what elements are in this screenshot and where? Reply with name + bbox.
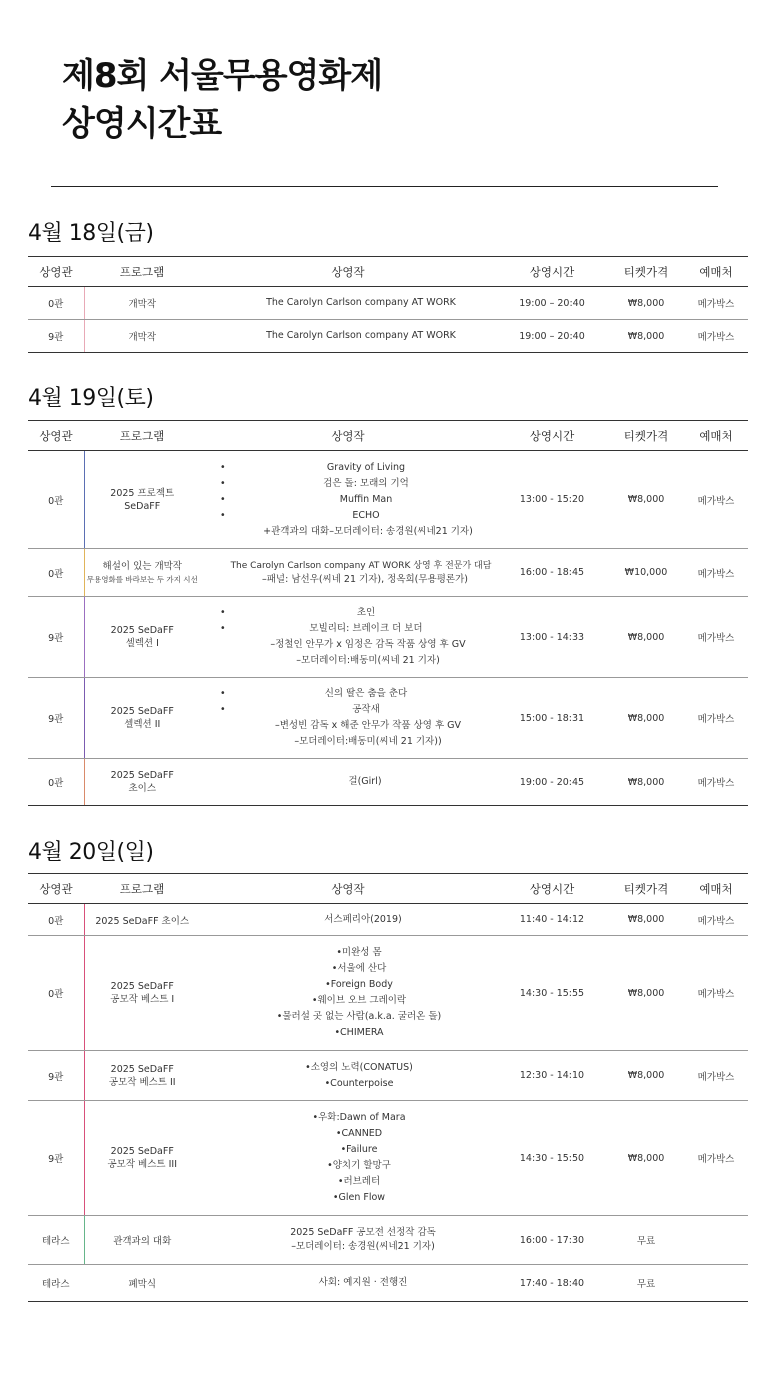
table-row	[28, 451, 748, 549]
hall-cell: 9관	[28, 678, 84, 759]
time-cell: 14:30 - 15:55	[496, 936, 608, 1051]
work-title: The Carolyn Carlson company AT WORK	[266, 297, 456, 308]
program-name: 2025 SeDaFF 셀렉션 I	[110, 625, 174, 649]
work-item: •우화:Dawn of Mara	[312, 1112, 406, 1123]
program-cell	[84, 597, 200, 678]
header-time: 상영시간	[496, 257, 608, 287]
program-cell	[84, 678, 200, 759]
work-item: •Foreign Body	[325, 979, 393, 990]
title-line-1: 제8회 서울무용영화제	[62, 56, 383, 96]
vendor-link[interactable]: 메가박스	[684, 1051, 748, 1101]
time-cell: 12:30 - 14:10	[496, 1051, 608, 1101]
hall-cell: 0관	[28, 287, 84, 320]
work-cell	[200, 1265, 496, 1302]
work-item: • 모빌리티: 브레이크 더 보더	[236, 621, 496, 637]
work-cell	[200, 320, 496, 353]
header-vendor: 예매처	[684, 874, 748, 904]
title-line-2: 상영시간표	[62, 104, 222, 144]
vendor-link[interactable]: 메가박스	[684, 549, 748, 597]
work-cell	[200, 936, 496, 1051]
work-item: •서울에 산다	[331, 963, 387, 974]
time-cell: 13:00 - 15:20	[496, 451, 608, 549]
time-cell: 19:00 – 20:40	[496, 320, 608, 353]
vendor-link[interactable]: 메가박스	[684, 759, 748, 806]
work-note: –모더레이터:배동미(씨네 21 기자)	[296, 655, 440, 666]
vendor-link[interactable]: 메가박스	[684, 287, 748, 320]
price-cell: ₩8,000	[608, 759, 684, 806]
work-item: •양치기 할망구	[327, 1160, 391, 1171]
price-cell: ₩8,000	[608, 1101, 684, 1216]
table-row	[28, 1051, 748, 1101]
work-item: •CANNED	[335, 1128, 383, 1139]
price-cell: ₩8,000	[608, 678, 684, 759]
work-cell	[200, 678, 496, 759]
work-item: • 신의 딸은 춤을 춘다	[236, 686, 496, 702]
header-vendor: 예매처	[684, 257, 748, 287]
header-hall: 상영관	[28, 257, 84, 287]
work-item: •물러설 곳 없는 사람(a.k.a. 굴러온 돌)	[276, 1011, 442, 1022]
work-note: –모더레이터: 송경원(씨네21 기자)	[291, 1241, 435, 1252]
vendor-link[interactable]: 메가박스	[684, 597, 748, 678]
table-row	[28, 549, 748, 597]
vendor-link[interactable]: 메가박스	[684, 936, 748, 1051]
table-header-row	[28, 257, 748, 287]
work-item: •미완성 몸	[336, 947, 382, 958]
header-hall: 상영관	[28, 874, 84, 904]
price-cell: ₩8,000	[608, 904, 684, 936]
price-cell: 무료	[608, 1216, 684, 1265]
vendor-link[interactable]: 메가박스	[684, 1101, 748, 1216]
table-row	[28, 904, 748, 936]
hall-cell: 9관	[28, 1101, 84, 1216]
work-item: •Failure	[340, 1144, 378, 1155]
program-cell	[84, 936, 200, 1051]
program-cell: 관객과의 대화	[84, 1216, 200, 1265]
table-row	[28, 759, 748, 806]
work-title: The Carolyn Carlson company AT WORK 상영 후 전문가 대담	[230, 560, 492, 571]
work-note: –변성빈 감독 x 해준 안무가 작품 상영 후 GV	[274, 720, 462, 731]
header-time: 상영시간	[496, 874, 608, 904]
hall-cell: 9관	[28, 597, 84, 678]
header-work: 상영작	[200, 421, 496, 451]
program-name: 해설이 있는 개막작	[102, 560, 182, 572]
work-item: • Gravity of Living	[236, 460, 496, 476]
day-heading-1: 4월 18일(금)	[28, 221, 154, 246]
work-cell	[200, 451, 496, 549]
program-cell: 2025 SeDaFF 초이스	[84, 904, 200, 936]
day-heading-3: 4월 20일(일)	[28, 840, 154, 865]
price-cell: ₩8,000	[608, 936, 684, 1051]
schedule-table-day-2	[28, 420, 748, 806]
work-item: • 검은 돌: 모래의 기억	[236, 476, 496, 492]
work-cell	[200, 1101, 496, 1216]
work-cell	[200, 759, 496, 806]
price-cell: ₩8,000	[608, 320, 684, 353]
day-heading-2: 4월 19일(토)	[28, 386, 154, 411]
time-cell: 16:00 - 18:45	[496, 549, 608, 597]
program-cell: 개막작	[84, 287, 200, 320]
table-row	[28, 936, 748, 1051]
work-item: •CHIMERA	[334, 1027, 384, 1038]
header-program: 프로그램	[84, 257, 200, 287]
work-item: •소영의 노력(CONATUS)	[305, 1061, 413, 1073]
time-cell: 19:00 – 20:40	[496, 287, 608, 320]
work-item: • 공작새	[236, 702, 496, 718]
header-price: 티켓가격	[608, 257, 684, 287]
time-cell: 16:00 - 17:30	[496, 1216, 608, 1265]
work-item: •웨이브 오브 그레이락	[311, 995, 407, 1006]
program-name: 2025 SeDaFF 공모작 베스트 I	[110, 981, 175, 1005]
program-cell	[84, 549, 200, 597]
work-item: •Glen Flow	[332, 1192, 386, 1203]
hall-cell: 9관	[28, 1051, 84, 1101]
vendor-cell	[684, 1265, 748, 1302]
header-hall: 상영관	[28, 421, 84, 451]
hall-cell: 0관	[28, 759, 84, 806]
work-item: • Muffin Man	[236, 492, 496, 508]
program-cell	[84, 1051, 200, 1101]
table-row	[28, 1101, 748, 1216]
work-note: +관객과의 대화–모더레이터: 송경원(씨네21 기자)	[263, 525, 473, 537]
table-row	[28, 1265, 748, 1302]
program-cell: 폐막식	[84, 1265, 200, 1302]
price-cell: ₩8,000	[608, 597, 684, 678]
header-work: 상영작	[200, 257, 496, 287]
header-program: 프로그램	[84, 421, 200, 451]
work-note: –모더레이터:배동미(씨네 21 기자))	[294, 736, 442, 747]
hall-cell: 테라스	[28, 1216, 84, 1265]
program-name: 2025 SeDaFF 초이스	[110, 770, 174, 794]
time-cell: 19:00 - 20:45	[496, 759, 608, 806]
work-cell	[200, 287, 496, 320]
program-cell	[84, 451, 200, 549]
program-subtitle: 무용영화를 바라보는 두 가지 시선	[86, 574, 198, 584]
header-price: 티켓가격	[608, 874, 684, 904]
price-cell: ₩8,000	[608, 1051, 684, 1101]
program-cell	[84, 759, 200, 806]
work-cell	[200, 904, 496, 936]
table-row	[28, 1216, 748, 1265]
header-vendor: 예매처	[684, 421, 748, 451]
program-cell: 개막작	[84, 320, 200, 353]
program-name: 2025 SeDaFF 셀렉션 II	[110, 706, 174, 730]
price-cell: ₩10,000	[608, 549, 684, 597]
price-cell: ₩8,000	[608, 287, 684, 320]
work-title: 서스페리아(2019)	[324, 913, 402, 925]
vendor-link[interactable]: 메가박스	[684, 678, 748, 759]
time-cell: 14:30 - 15:50	[496, 1101, 608, 1216]
hall-cell: 0관	[28, 549, 84, 597]
work-title: 2025 SeDaFF 공모전 선정작 감독	[290, 1227, 436, 1238]
title-divider	[51, 186, 718, 187]
header-time: 상영시간	[496, 421, 608, 451]
program-name: 2025 SeDaFF 공모작 베스트 II	[108, 1063, 176, 1088]
work-title: 걸(Girl)	[348, 776, 382, 787]
header-price: 티켓가격	[608, 421, 684, 451]
price-cell: 무료	[608, 1265, 684, 1302]
hall-cell: 테라스	[28, 1265, 84, 1302]
vendor-link[interactable]: 메가박스	[684, 451, 748, 549]
program-name: 2025 프로젝트 SeDaFF	[110, 487, 175, 512]
work-cell	[200, 1216, 496, 1265]
page-title	[62, 52, 382, 148]
table-row	[28, 287, 748, 320]
table-row	[28, 597, 748, 678]
work-cell	[200, 597, 496, 678]
work-item: •러브레터	[337, 1176, 381, 1187]
hall-cell: 0관	[28, 904, 84, 936]
work-item: • ECHO	[236, 508, 496, 524]
table-header-row	[28, 874, 748, 904]
schedule-table-day-1	[28, 256, 748, 353]
work-note: –패널: 남선우(씨네 21 기자), 정옥희(무용평론가)	[262, 573, 468, 585]
vendor-link[interactable]: 메가박스	[684, 904, 748, 936]
hall-cell: 9관	[28, 320, 84, 353]
schedule-table-day-3	[28, 873, 748, 1302]
program-cell	[84, 1101, 200, 1216]
table-header-row	[28, 421, 748, 451]
work-cell	[200, 1051, 496, 1101]
vendor-cell	[684, 1216, 748, 1265]
work-title: The Carolyn Carlson company AT WORK	[266, 330, 456, 341]
price-cell: ₩8,000	[608, 451, 684, 549]
time-cell: 15:00 - 18:31	[496, 678, 608, 759]
time-cell: 13:00 - 14:33	[496, 597, 608, 678]
work-title: 사회: 예지원 · 전행진	[318, 1277, 408, 1288]
header-work: 상영작	[200, 874, 496, 904]
work-item: •Counterpoise	[324, 1077, 394, 1089]
hall-cell: 0관	[28, 936, 84, 1051]
time-cell: 17:40 - 18:40	[496, 1265, 608, 1302]
vendor-link[interactable]: 메가박스	[684, 320, 748, 353]
program-name: 2025 SeDaFF 공모작 베스트 III	[107, 1146, 177, 1170]
work-cell	[200, 549, 496, 597]
table-row	[28, 678, 748, 759]
work-item: • 초인	[236, 605, 496, 621]
hall-cell: 0관	[28, 451, 84, 549]
time-cell: 11:40 - 14:12	[496, 904, 608, 936]
header-program: 프로그램	[84, 874, 200, 904]
table-row	[28, 320, 748, 353]
work-note: –정철인 안무가 x 임정은 감독 작품 상영 후 GV	[270, 639, 466, 650]
